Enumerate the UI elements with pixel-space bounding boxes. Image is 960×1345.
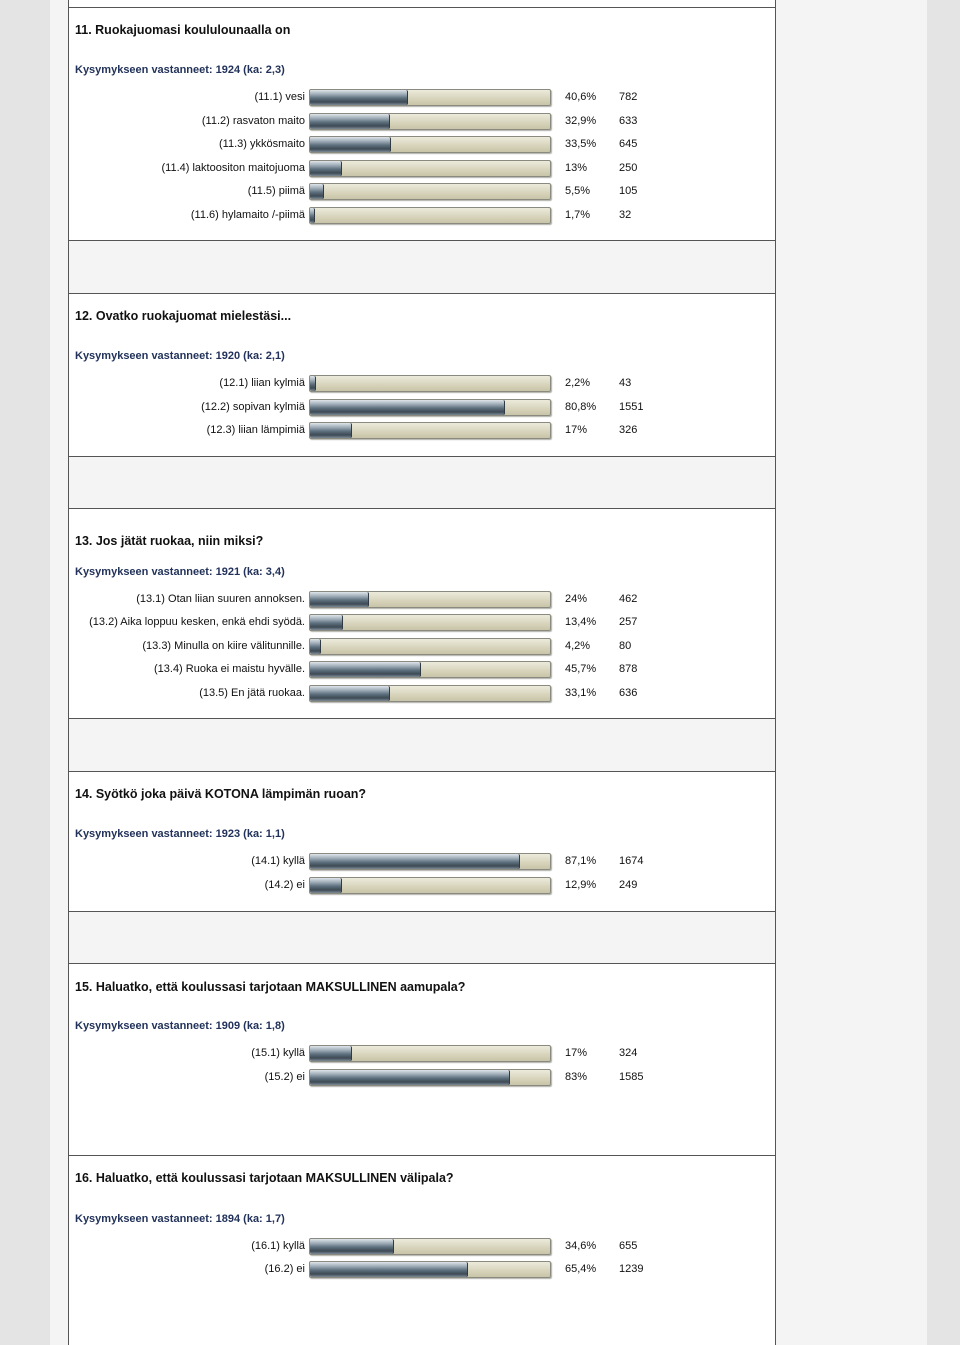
answer-bar-fill [310,1239,394,1254]
answer-percent: 1,7% [565,209,591,221]
answer-percent: 5,5% [565,185,591,197]
answer-bar-track [309,685,551,702]
answer-percent: 17% [565,1047,588,1059]
answer-percent: 40,6% [565,91,597,103]
answer-row [69,661,775,679]
answer-bar-fill [310,208,315,223]
question-title: 12. Ovatko ruokajuomat mielestäsi... [75,309,292,323]
answer-label: (14.1) kyllä [251,855,305,867]
respondent-summary: Kysymykseen vastanneet: 1909 (ka: 1,8) [75,1020,285,1032]
answer-percent: 13,4% [565,616,597,628]
answer-bar-fill [310,161,342,176]
answer-percent: 65,4% [565,1263,597,1275]
question-spacer [69,240,775,293]
answer-count: 43 [619,377,632,389]
question-spacer [69,718,775,771]
answer-count: 655 [619,1240,638,1252]
page-background [50,0,927,1345]
answer-row [69,422,775,440]
answer-count: 782 [619,91,638,103]
answer-label: (12.1) liian kylmiä [219,377,305,389]
answer-count: 645 [619,138,638,150]
answer-label: (12.2) sopivan kylmiä [201,401,305,413]
answer-label: (11.3) ykkösmaito [219,138,305,150]
answer-bar-fill [310,1070,510,1085]
answer-bar-track [309,89,551,106]
question-title: 13. Jos jätät ruokaa, niin miksi? [75,534,264,548]
answer-bar-track [309,183,551,200]
answer-percent: 45,7% [565,663,597,675]
question-title: 11. Ruokajuomasi koululounaalla on [75,23,291,37]
answer-count: 636 [619,687,638,699]
question-title: 16. Haluatko, että koulussasi tarjotaan MAKSULLINEN välipala? [75,1171,454,1185]
answer-bar-fill [310,639,321,654]
answer-bar-track [309,614,551,631]
answer-bar-track [309,375,551,392]
answer-bar-track [309,422,551,439]
answer-bar-track [309,877,551,894]
question-spacer [69,456,775,508]
answer-bar-fill [310,1046,352,1061]
respondent-summary: Kysymykseen vastanneet: 1921 (ka: 3,4) [75,566,285,578]
answer-bar-fill [310,376,316,391]
answer-count: 257 [619,616,638,628]
answer-bar-fill [310,137,391,152]
survey-report-frame [68,0,776,1345]
answer-percent: 80,8% [565,401,597,413]
answer-count: 633 [619,115,638,127]
answer-bar-track [309,853,551,870]
answer-bar-track [309,113,551,130]
answer-count: 250 [619,162,638,174]
answer-row [69,853,775,871]
answer-row [69,113,775,131]
answer-percent: 2,2% [565,377,591,389]
answer-bar-fill [310,1262,468,1277]
answer-percent: 33,5% [565,138,597,150]
answer-bar-fill [310,854,520,869]
answer-label: (15.2) ei [264,1071,305,1083]
answer-label: (11.4) laktoositon maitojuoma [161,162,305,174]
answer-percent: 13% [565,162,588,174]
answer-label: (13.5) En jätä ruokaa. [199,687,305,699]
answer-percent: 87,1% [565,855,597,867]
answer-row [69,638,775,656]
answer-label: (11.2) rasvaton maito [201,115,305,127]
answer-count: 80 [619,640,632,652]
answer-label: (13.3) Minulla on kiire välitunnille. [142,640,305,652]
respondent-summary: Kysymykseen vastanneet: 1920 (ka: 2,1) [75,350,285,362]
answer-count: 878 [619,663,638,675]
answer-percent: 17% [565,424,588,436]
answer-row [69,375,775,393]
answer-bar-fill [310,878,342,893]
answer-bar-track [309,1069,551,1086]
respondent-summary: Kysymykseen vastanneet: 1894 (ka: 1,7) [75,1213,285,1225]
answer-count: 462 [619,593,638,605]
answer-bar-fill [310,114,390,129]
answer-percent: 32,9% [565,115,597,127]
answer-bar-fill [310,423,352,438]
answer-row [69,1069,775,1087]
answer-row [69,1045,775,1063]
answer-bar-track [309,591,551,608]
answer-label: (11.6) hylamaito /-piimä [190,209,305,221]
answer-bar-track [309,1261,551,1278]
answer-label: (14.2) ei [264,879,305,891]
answer-percent: 83% [565,1071,588,1083]
answer-label: (16.2) ei [264,1263,305,1275]
answer-row [69,685,775,703]
answer-label: (13.4) Ruoka ei maistu hyvälle. [153,663,305,675]
answer-percent: 12,9% [565,879,597,891]
answer-bar-track [309,638,551,655]
answer-count: 324 [619,1047,638,1059]
answer-row [69,591,775,609]
answer-count: 105 [619,185,638,197]
answer-count: 1551 [619,401,644,413]
answer-row [69,614,775,632]
answer-bar-track [309,160,551,177]
answer-bar-track [309,1238,551,1255]
answer-percent: 4,2% [565,640,591,652]
answer-bar-track [309,136,551,153]
answer-label: (11.5) piimä [247,185,305,197]
answer-row [69,399,775,417]
answer-bar-fill [310,662,421,677]
answer-percent: 24% [565,593,588,605]
answer-count: 249 [619,879,638,891]
answer-label: (16.1) kyllä [251,1240,305,1252]
answer-bar-track [309,399,551,416]
answer-percent: 33,1% [565,687,597,699]
answer-label: (13.2) Aika loppuu kesken, enkä ehdi syödä. [89,616,305,628]
answer-count: 32 [619,209,632,221]
answer-row [69,877,775,895]
answer-bar-track [309,1045,551,1062]
question-title: 14. Syötkö joka päivä KOTONA lämpimän ruoan? [75,787,367,801]
answer-count: 326 [619,424,638,436]
question-spacer [69,911,775,963]
answer-row [69,160,775,178]
question-title: 15. Haluatko, että koulussasi tarjotaan MAKSULLINEN aamupala? [75,980,466,994]
answer-bar-fill [310,90,408,105]
answer-count: 1674 [619,855,644,867]
answer-bar-track [309,661,551,678]
answer-bar-fill [310,400,505,415]
answer-row [69,207,775,225]
answer-row [69,1238,775,1256]
answer-row [69,136,775,154]
answer-row [69,183,775,201]
answer-count: 1585 [619,1071,644,1083]
answer-row [69,89,775,107]
answer-row [69,1261,775,1279]
answer-label: (15.1) kyllä [251,1047,305,1059]
answer-label: (13.1) Otan liian suuren annoksen. [136,593,305,605]
answer-bar-fill [310,686,390,701]
answer-bar-fill [310,615,343,630]
respondent-summary: Kysymykseen vastanneet: 1923 (ka: 1,1) [75,828,285,840]
answer-label: (11.1) vesi [254,91,305,103]
answer-bar-fill [310,184,324,199]
answer-label: (12.3) liian lämpimiä [206,424,305,436]
respondent-summary: Kysymykseen vastanneet: 1924 (ka: 2,3) [75,64,285,76]
answer-bar-track [309,207,551,224]
answer-percent: 34,6% [565,1240,597,1252]
answer-count: 1239 [619,1263,644,1275]
answer-bar-fill [310,592,369,607]
